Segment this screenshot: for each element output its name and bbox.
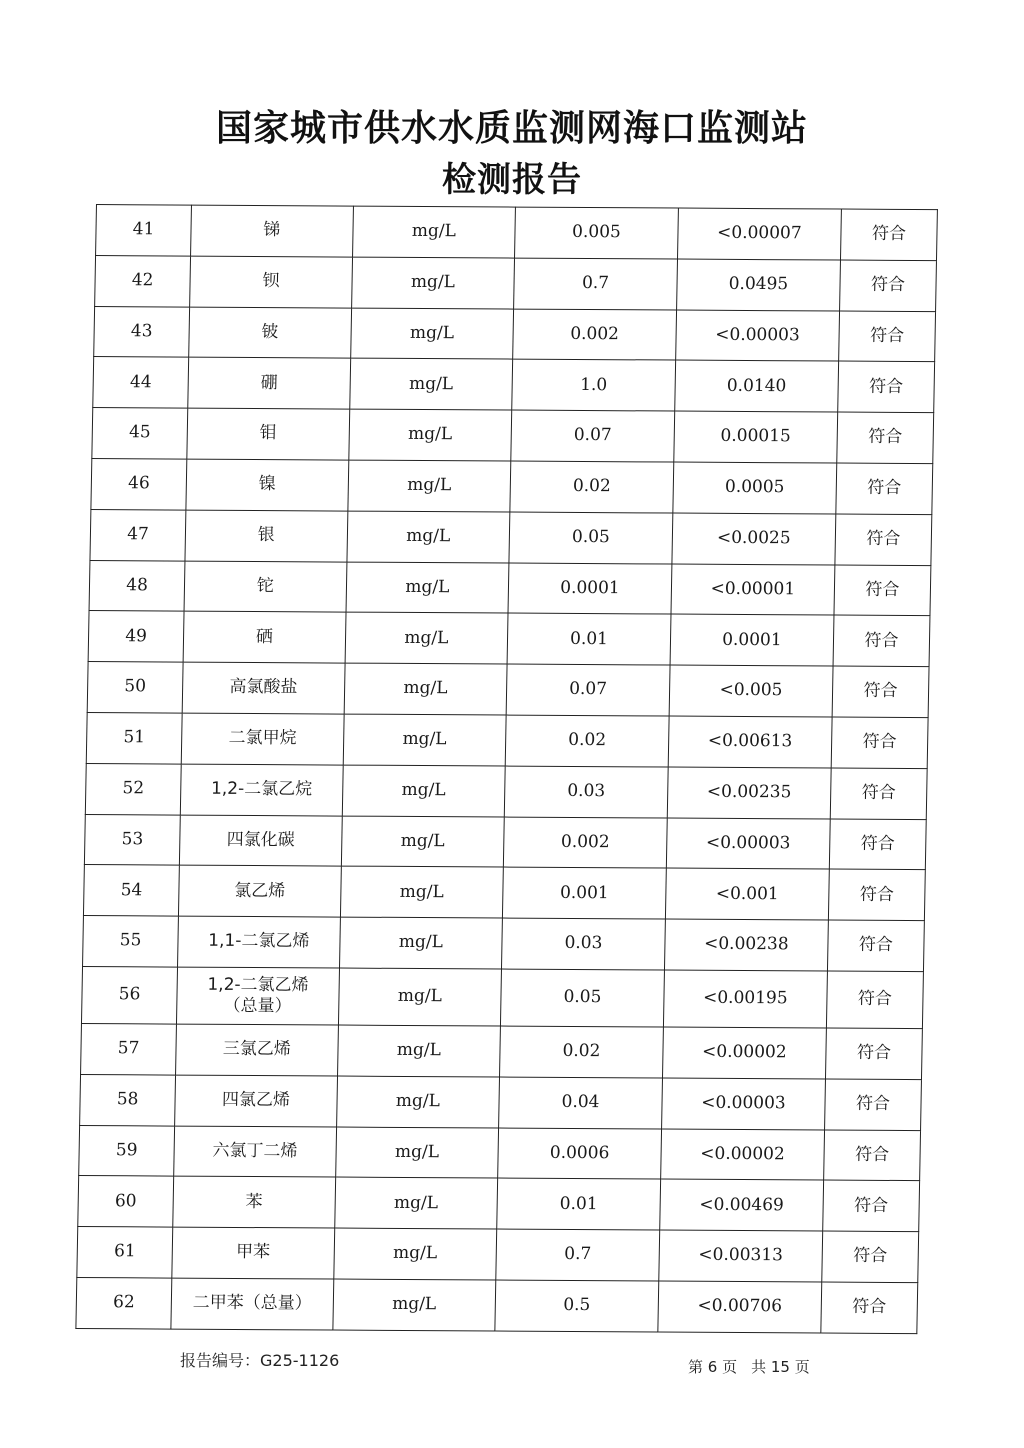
unit: mg/L	[346, 562, 509, 614]
table-row	[90, 509, 932, 565]
limit-value: 0.7	[496, 1229, 660, 1281]
test-item: 1,1-二氯乙烯	[178, 916, 340, 968]
table-row	[96, 205, 938, 261]
table-row	[80, 1074, 922, 1130]
result-value: <0.00469	[660, 1179, 824, 1231]
row-number: 49	[88, 611, 184, 662]
report-subtitle: 检测报告	[442, 160, 582, 200]
unit: mg/L	[349, 358, 512, 410]
test-item: 甲苯	[172, 1227, 334, 1279]
limit-value: 0.03	[504, 766, 668, 818]
result-value: <0.00007	[677, 208, 841, 260]
limit-value: 0.02	[505, 715, 669, 767]
unit: mg/L	[345, 612, 508, 664]
conclusion: 符合	[828, 869, 925, 920]
unit: mg/L	[343, 714, 506, 766]
conclusion: 符合	[838, 361, 935, 412]
unit: mg/L	[348, 409, 511, 461]
unit: mg/L	[341, 816, 504, 868]
result-value: 0.0005	[673, 462, 837, 514]
conclusion: 符合	[821, 1282, 918, 1333]
row-number: 45	[92, 408, 188, 459]
table-row	[81, 1023, 923, 1079]
limit-value: 0.005	[515, 207, 679, 259]
test-item-line1: 1,2-二氯乙烯	[207, 974, 309, 996]
test-item: 六氯丁二烯	[174, 1126, 336, 1178]
unit: mg/L	[352, 206, 515, 258]
result-value: 0.0495	[676, 259, 840, 311]
unit: mg/L	[335, 1127, 498, 1179]
conclusion: 符合	[823, 1180, 920, 1231]
test-item: 钼	[187, 408, 349, 460]
limit-value: 0.05	[501, 969, 665, 1027]
limit-value: 0.002	[513, 309, 677, 361]
limit-value: 0.01	[507, 613, 671, 665]
limit-value: 0.0006	[498, 1128, 662, 1180]
test-item: 二氯甲烷	[181, 713, 343, 765]
test-item: 氯乙烯	[179, 865, 341, 917]
result-value: <0.00195	[663, 970, 827, 1028]
test-item: 三氯乙烯	[176, 1024, 338, 1076]
test-item: 铊	[184, 561, 346, 613]
conclusion: 符合	[824, 1079, 921, 1130]
table-row	[81, 966, 923, 1028]
conclusion: 符合	[832, 666, 929, 717]
conclusion: 符合	[824, 1130, 921, 1181]
limit-value: 0.7	[514, 258, 678, 310]
result-value: <0.00706	[658, 1281, 822, 1333]
table-row	[77, 1227, 919, 1283]
test-item: 镍	[186, 459, 348, 511]
test-item: 钡	[190, 256, 352, 308]
test-item: 高氯酸盐	[182, 662, 344, 714]
unit: mg/L	[339, 917, 502, 969]
unit: mg/L	[350, 308, 513, 360]
table-row	[88, 611, 930, 667]
test-item: 锑	[191, 205, 353, 257]
unit: mg/L	[333, 1228, 496, 1280]
table-row	[78, 1176, 920, 1232]
unit: mg/L	[342, 765, 505, 817]
limit-value: 0.0001	[508, 563, 672, 615]
result-value: <0.00613	[668, 716, 832, 768]
row-number: 55	[83, 916, 179, 967]
row-number: 58	[80, 1074, 176, 1125]
table-row	[85, 763, 927, 819]
test-item: 苯	[173, 1176, 335, 1228]
row-number: 61	[77, 1227, 173, 1278]
page-current: 第 6 页	[688, 1358, 738, 1376]
unit: mg/L	[344, 663, 507, 715]
table-row	[84, 814, 926, 870]
row-number: 50	[87, 662, 183, 713]
test-item: 铍	[189, 307, 351, 359]
conclusion: 符合	[833, 615, 930, 666]
limit-value: 0.07	[511, 410, 675, 462]
table-row	[76, 1277, 918, 1333]
limit-value: 0.07	[506, 664, 670, 716]
test-item: 硒	[183, 611, 345, 663]
conclusion: 符合	[839, 260, 936, 311]
conclusion: 符合	[829, 819, 926, 870]
result-value: <0.001	[665, 868, 829, 920]
table-row	[83, 916, 925, 972]
conclusion: 符合	[834, 565, 931, 616]
test-item: 硼	[188, 357, 350, 409]
conclusion: 符合	[837, 412, 934, 463]
unit: mg/L	[337, 1025, 500, 1077]
row-number: 56	[81, 966, 177, 1024]
limit-value: 0.02	[500, 1026, 664, 1078]
limit-value: 0.001	[503, 867, 667, 919]
test-item: 四氯化碳	[179, 815, 341, 867]
conclusion: 符合	[822, 1231, 919, 1282]
unit: mg/L	[351, 257, 514, 309]
limit-value: 0.5	[495, 1280, 659, 1332]
row-number: 62	[76, 1277, 172, 1328]
result-value: <0.00001	[671, 564, 835, 616]
result-value: <0.005	[669, 665, 833, 717]
result-value: <0.00002	[662, 1027, 826, 1079]
test-item	[177, 967, 339, 1025]
test-item: 银	[185, 510, 347, 562]
unit: mg/L	[332, 1279, 495, 1331]
unit: mg/L	[340, 866, 503, 918]
conclusion: 符合	[827, 920, 924, 971]
row-number: 54	[83, 865, 179, 916]
test-item: 二甲苯（总量）	[171, 1278, 333, 1330]
limit-value: 1.0	[512, 359, 676, 411]
unit: mg/L	[334, 1177, 497, 1229]
conclusion: 符合	[836, 463, 933, 514]
result-value: 0.00015	[674, 411, 838, 463]
test-item-line2: （总量）	[223, 995, 292, 1017]
row-number: 44	[93, 357, 189, 408]
row-number: 60	[78, 1176, 174, 1227]
results-table	[75, 204, 938, 1334]
row-number: 59	[79, 1125, 175, 1176]
result-value: 0.0001	[670, 614, 834, 666]
table-row	[79, 1125, 921, 1181]
row-number: 57	[81, 1023, 177, 1074]
page-total: 共 15 页	[751, 1358, 810, 1376]
limit-value: 0.02	[510, 461, 674, 513]
report-title: 国家城市供水水质监测网海口监测站	[215, 108, 808, 149]
conclusion: 符合	[835, 514, 932, 565]
row-number: 41	[96, 205, 192, 256]
page-indicator	[688, 1356, 810, 1377]
test-item: 四氯乙烯	[175, 1075, 337, 1127]
result-value: <0.00002	[661, 1129, 825, 1181]
limit-value: 0.03	[502, 918, 666, 970]
results-table-body	[76, 205, 938, 1334]
result-value: <0.00003	[666, 818, 830, 870]
result-value: <0.00003	[661, 1078, 825, 1130]
conclusion: 符合	[831, 717, 928, 768]
result-value: <0.00003	[676, 310, 840, 362]
test-item: 1,2-二氯乙烷	[180, 764, 342, 816]
limit-value: 0.04	[499, 1077, 663, 1129]
table-row	[86, 712, 928, 768]
table-row	[83, 865, 925, 921]
table-row	[87, 662, 929, 718]
unit: mg/L	[336, 1076, 499, 1128]
result-value: <0.00235	[667, 767, 831, 819]
conclusion: 符合	[825, 1028, 922, 1079]
conclusion: 符合	[839, 311, 936, 362]
row-number: 46	[91, 458, 187, 509]
row-number: 53	[84, 814, 180, 865]
result-value: <0.0025	[672, 513, 836, 565]
row-number: 48	[89, 560, 185, 611]
result-value: <0.00313	[659, 1230, 823, 1282]
table-row	[93, 357, 935, 413]
table-row	[89, 560, 931, 616]
result-value: <0.00238	[664, 919, 828, 971]
row-number: 52	[85, 763, 181, 814]
limit-value: 0.05	[509, 512, 673, 564]
table-row	[94, 306, 936, 362]
conclusion: 符合	[840, 209, 937, 260]
report-number: 报告编号：G25-1126	[180, 1351, 340, 1370]
row-number: 43	[94, 306, 190, 357]
row-number: 51	[86, 712, 182, 763]
table-row	[91, 458, 933, 514]
table-row	[92, 408, 934, 464]
limit-value: 0.002	[503, 817, 667, 869]
unit: mg/L	[347, 460, 510, 512]
unit: mg/L	[338, 968, 502, 1026]
limit-value: 0.01	[497, 1178, 661, 1230]
row-number: 42	[95, 255, 191, 306]
row-number: 47	[90, 509, 186, 560]
table-row	[95, 255, 937, 311]
conclusion: 符合	[830, 768, 927, 819]
conclusion: 符合	[826, 971, 923, 1029]
unit: mg/L	[347, 511, 510, 563]
result-value: 0.0140	[675, 360, 839, 412]
